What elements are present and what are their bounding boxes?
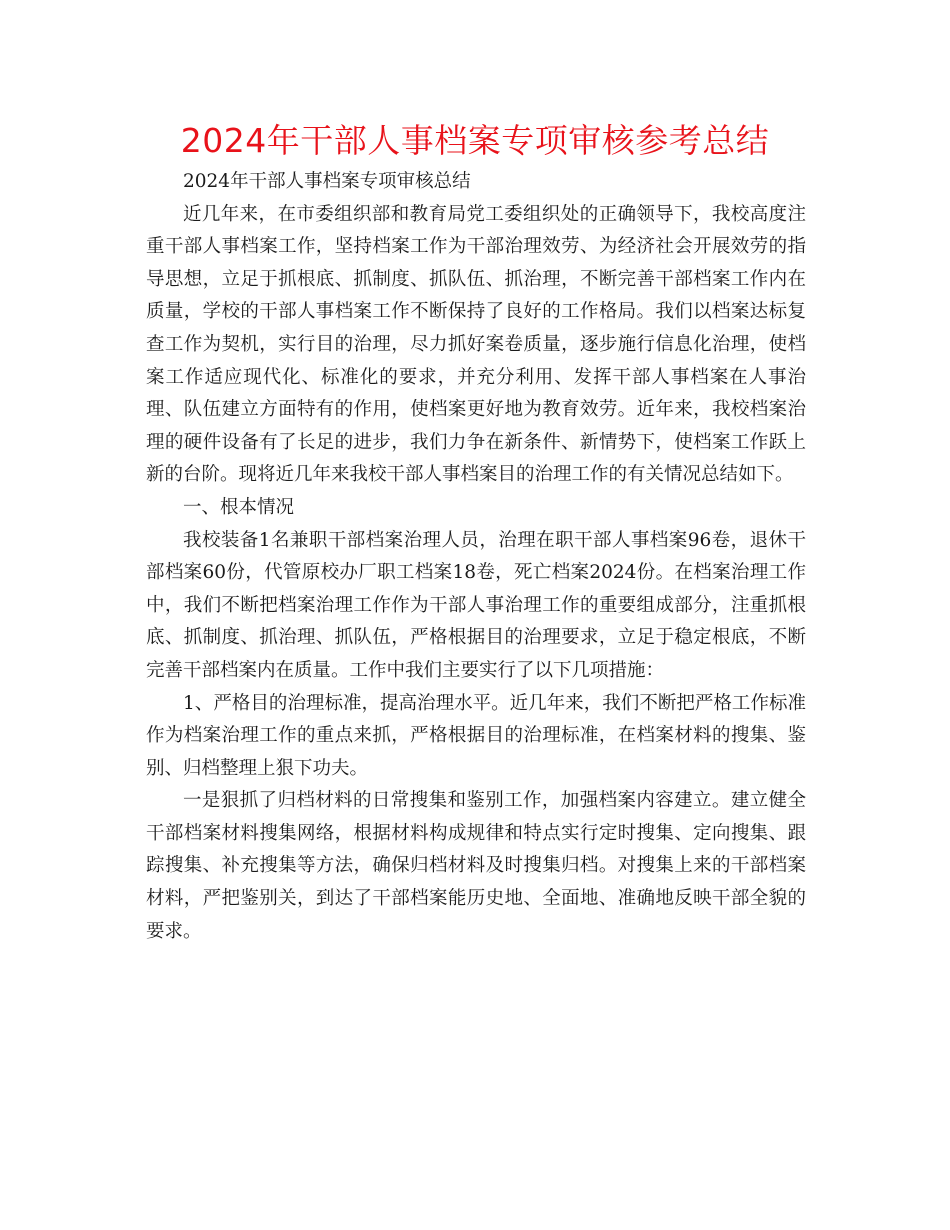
section-heading: 一、根本情况 xyxy=(183,496,295,518)
measure-one-paragraph: 1、严格目的治理标准，提高治理水平。近几年来，我们不断把严格工作标准作为档案治理工作的重点来抓，严格根据目的治理标准，在档案材料的搜集、鉴别、归档整理上狠下功夫。 xyxy=(146,692,806,779)
document-title: 2024年干部人事档案专项审核参考总结 xyxy=(180,121,770,160)
point-one-paragraph: 一是狠抓了归档材料的日常搜集和鉴别工作，加强档案内容建立。建立健全干部档案材料搜集网络，根据材料构成规律和特点实行定时搜集、定向搜集、跟踪搜集、补充搜集等方法，确保归档材料及时搜集归档。对搜集上来的干部档案材料，严把鉴别关，到达了干部档案能历史地、全面地、准确地反映干部全貌的要求。 xyxy=(146,790,806,942)
document-body xyxy=(146,166,806,948)
subtitle-paragraph: 2024年干部人事档案专项审核总结 xyxy=(183,171,471,192)
basic-situation-paragraph: 我校装备1名兼职干部档案治理人员，治理在职干部人事档案96卷，退休干部档案60份，代管原校办厂职工档案18卷，死亡档案2024份。在档案治理工作中，我们不断把档案治理工作作为干部人事治理工作的重要组成部分，注重抓根底、抓制度、抓治理、抓队伍，严格根据目的治理要求，立足于稳定根底，不断完善干部档案内在质量。工作中我们主要实行了以下几项措施： xyxy=(146,529,806,681)
intro-paragraph: 近几年来，在市委组织部和教育局党工委组织处的正确领导下，我校高度注重干部人事档案工作，坚持档案工作为干部治理效劳、为经济社会开展效劳的指导思想，立足于抓根底、抓制度、抓队伍、抓治理，不断完善干部档案工作内在质量，学校的干部人事档案工作不断保持了良好的工作格局。我们以档案达标复查工作为契机，实行目的治理，尽力抓好案卷质量，逐步施行信息化治理，使档案工作适应现代化、标准化的要求，并充分利用、发挥干部人事档案在人事治理、队伍建立方面特有的作用，使档案更好地为教育效劳。近年来，我校档案治理的硬件设备有了长足的进步，我们力争在新条件、新情势下，使档案工作跃上新的台阶。现将近几年来我校干部人事档案目的治理工作的有关情况总结如下。 xyxy=(146,203,806,486)
